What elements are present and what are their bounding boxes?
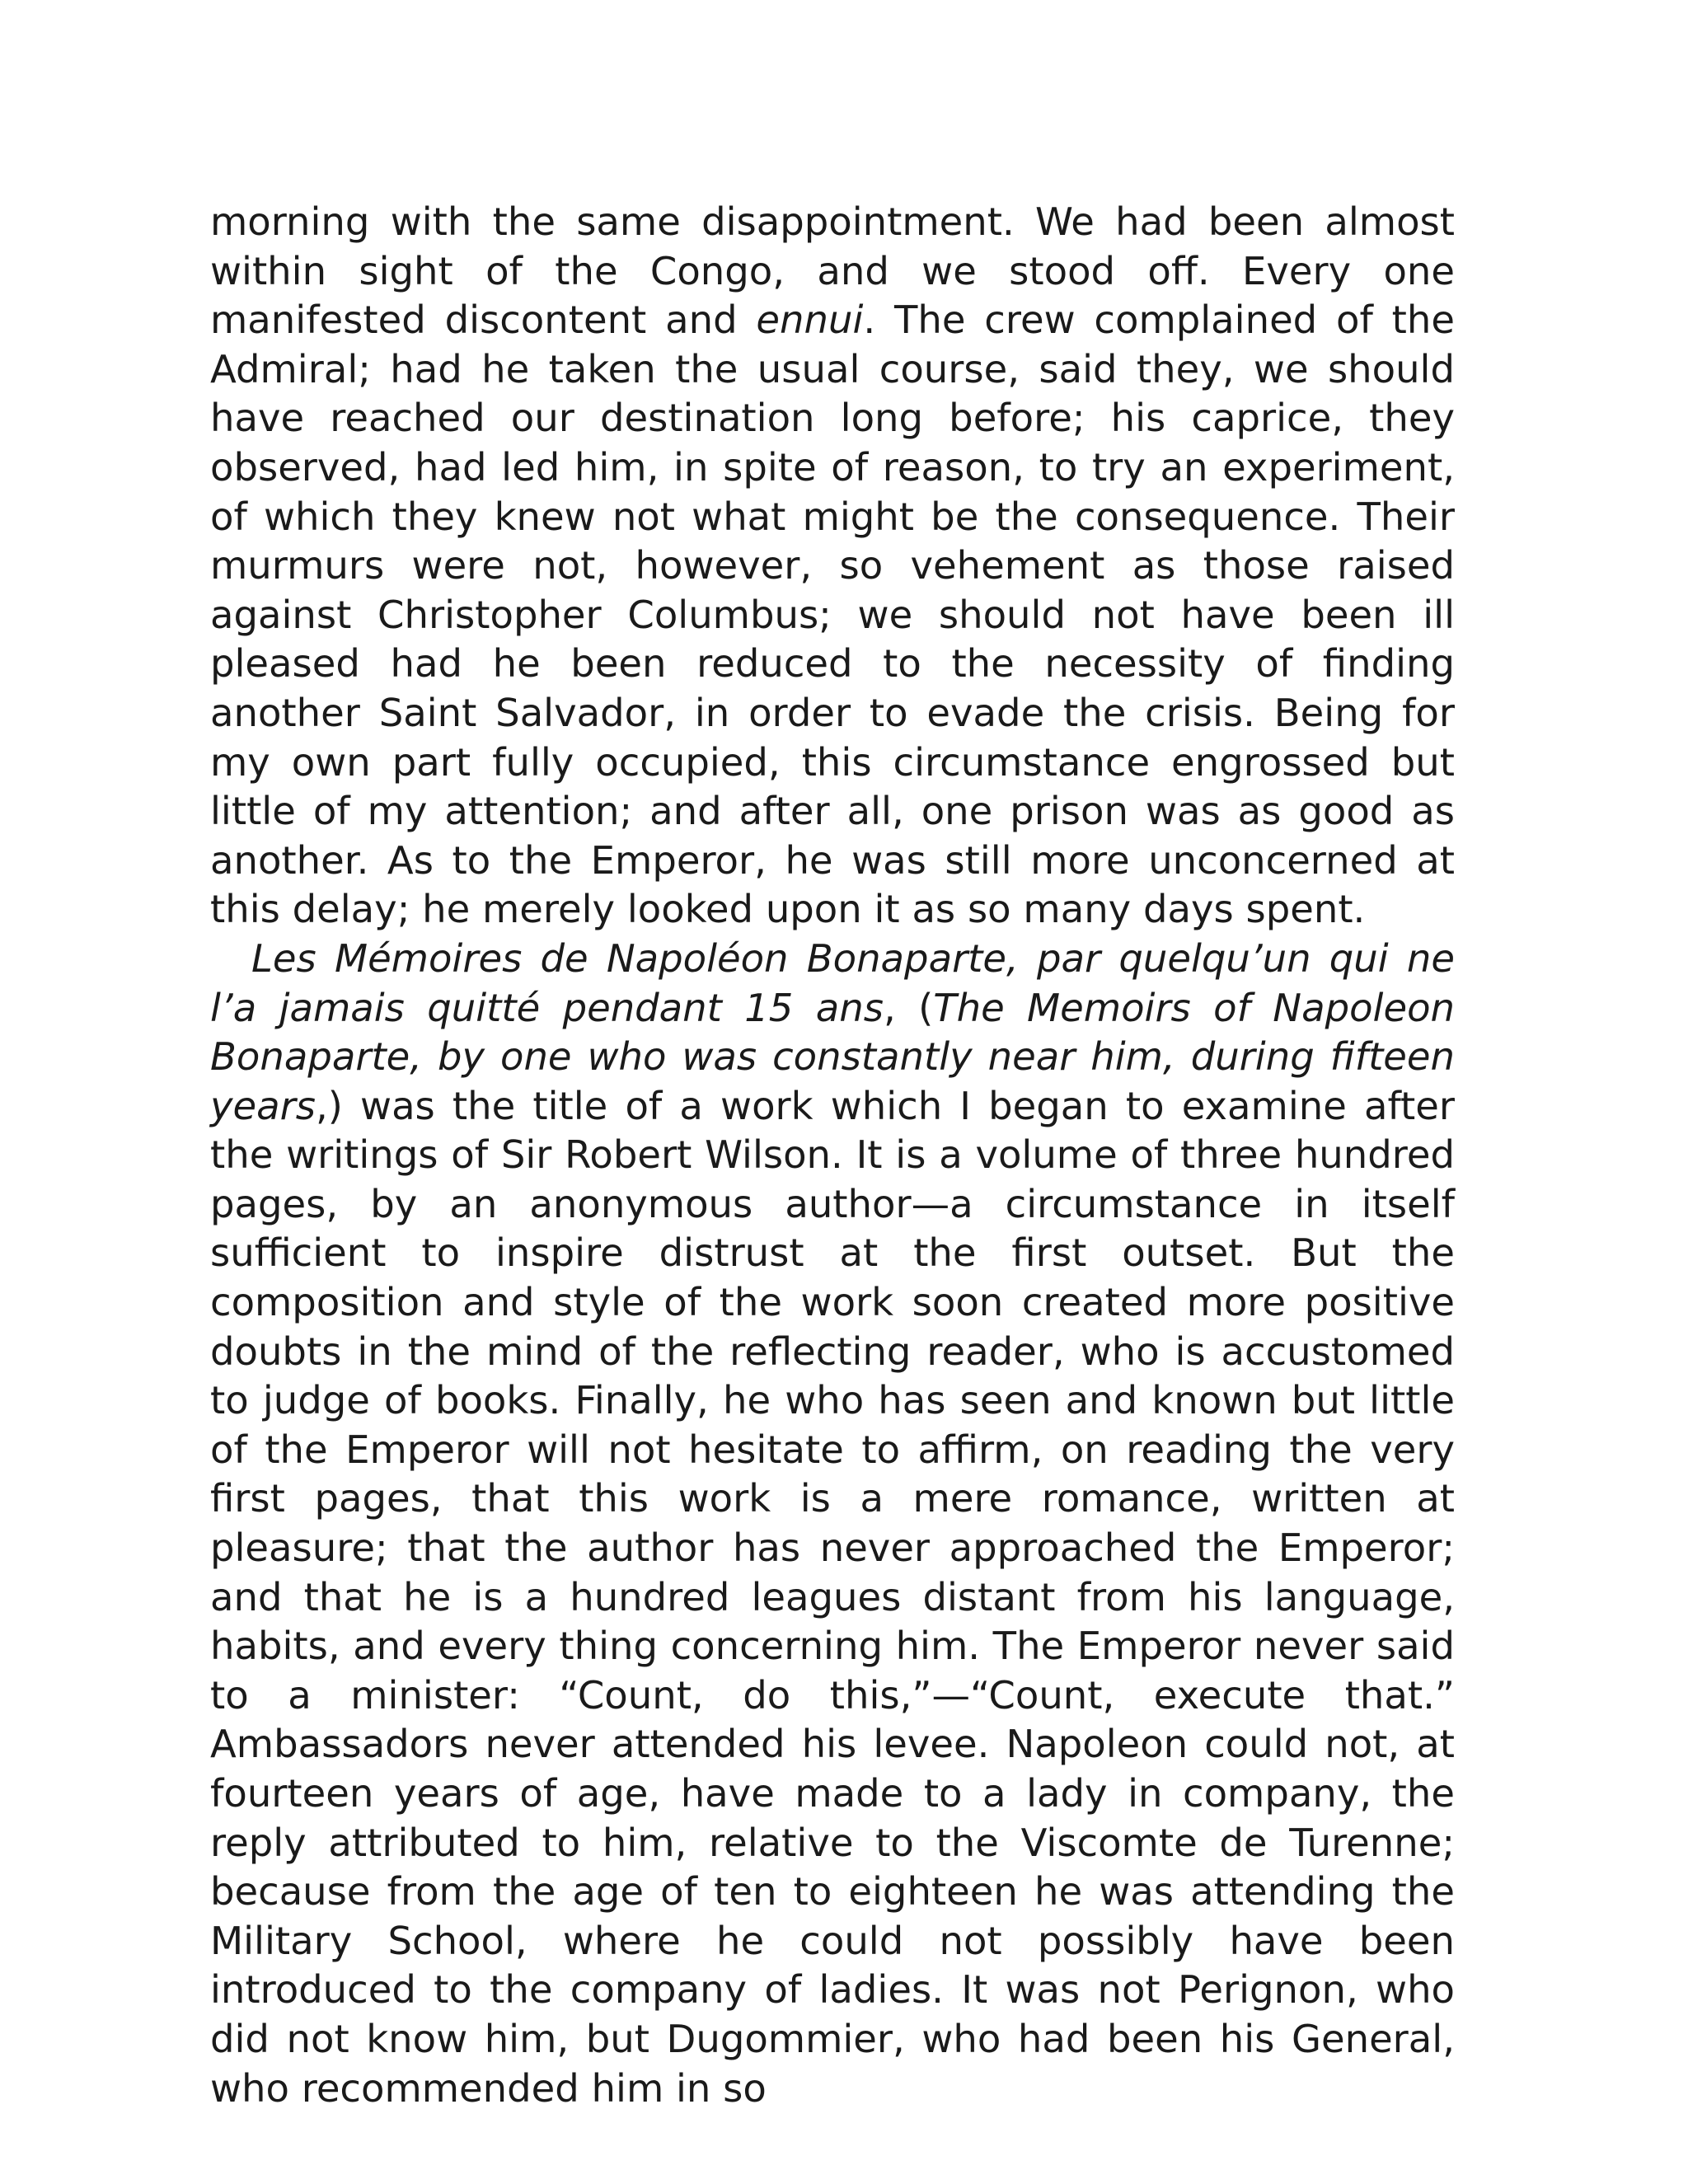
italic-run: Les Mémoires de Napoléon Bonaparte, par quelqu’un qui ne l’a jamais quitté pendant 15 ans xyxy=(210,935,1455,1030)
paragraph-1 xyxy=(210,198,1455,935)
italic-run: ennui xyxy=(756,298,864,343)
text-run: ,) was the title of a work which I began to examine after the writings of Sir Robert Wilson. It is a volume of three hundred pages, by an anonymous author—a circumstance in itself sufficient to inspire distrust at the first outset. But the composition and style of the work soon created more positive doubts in the mind of the reflecting reader, who is accustomed to judge of books. Finally, he who has seen and known but little of the Emperor will not hesitate to affirm, on reading the very first pages, that this work is a mere romance, written at pleasure; that the author has never approached the Emperor; and that he is a hundred leagues distant from his language, habits, and every thing concerning him. The Emperor never said to a minister: “Count, do this,”—“Count, execute that.” Ambassadors never attended his levee. Napoleon could not, at fourteen years of age, have made to a lady in company, the reply attributed to him, relative to the Viscomte de Turenne; because from the age of ten to eighteen he was attending the Military School, where he could not possibly have been introduced to the company of ladies. It was not Perignon, who did not know him, but Dugommier, who had been his General, who recommended him in so xyxy=(210,1083,1455,2111)
italic-run: The Memoirs of Napoleon Bonaparte, by one who was constantly near him, during fifteen years xyxy=(210,985,1455,1128)
text-run: morning with the same disappointment. We had been almost within sight of the Congo, and we stood off. Every one manifested discontent and xyxy=(210,199,1455,343)
text-run: . The crew complained of the Admiral; had he taken the usual course, said they, we should have reached our destination long before; his caprice, they observed, had led him, in spite of reason, to try an experiment, of which they knew not what might be the consequence. Their murmurs were not, however, so vehement as those raised against Christopher Columbus; we should not have been ill pleased had he been reduced to the necessity of finding another Saint Salvador, in order to evade the crisis. Being for my own part fully occupied, this circumstance engrossed but little of my attention; and after all, one prison was as good as another. As to the Emperor, he was still more unconcerned at this delay; he merely looked upon it as so many days spent. xyxy=(210,298,1455,932)
text-run: , ( xyxy=(883,985,934,1030)
paragraph-2 xyxy=(210,935,1455,2113)
page-body xyxy=(210,198,1455,2113)
